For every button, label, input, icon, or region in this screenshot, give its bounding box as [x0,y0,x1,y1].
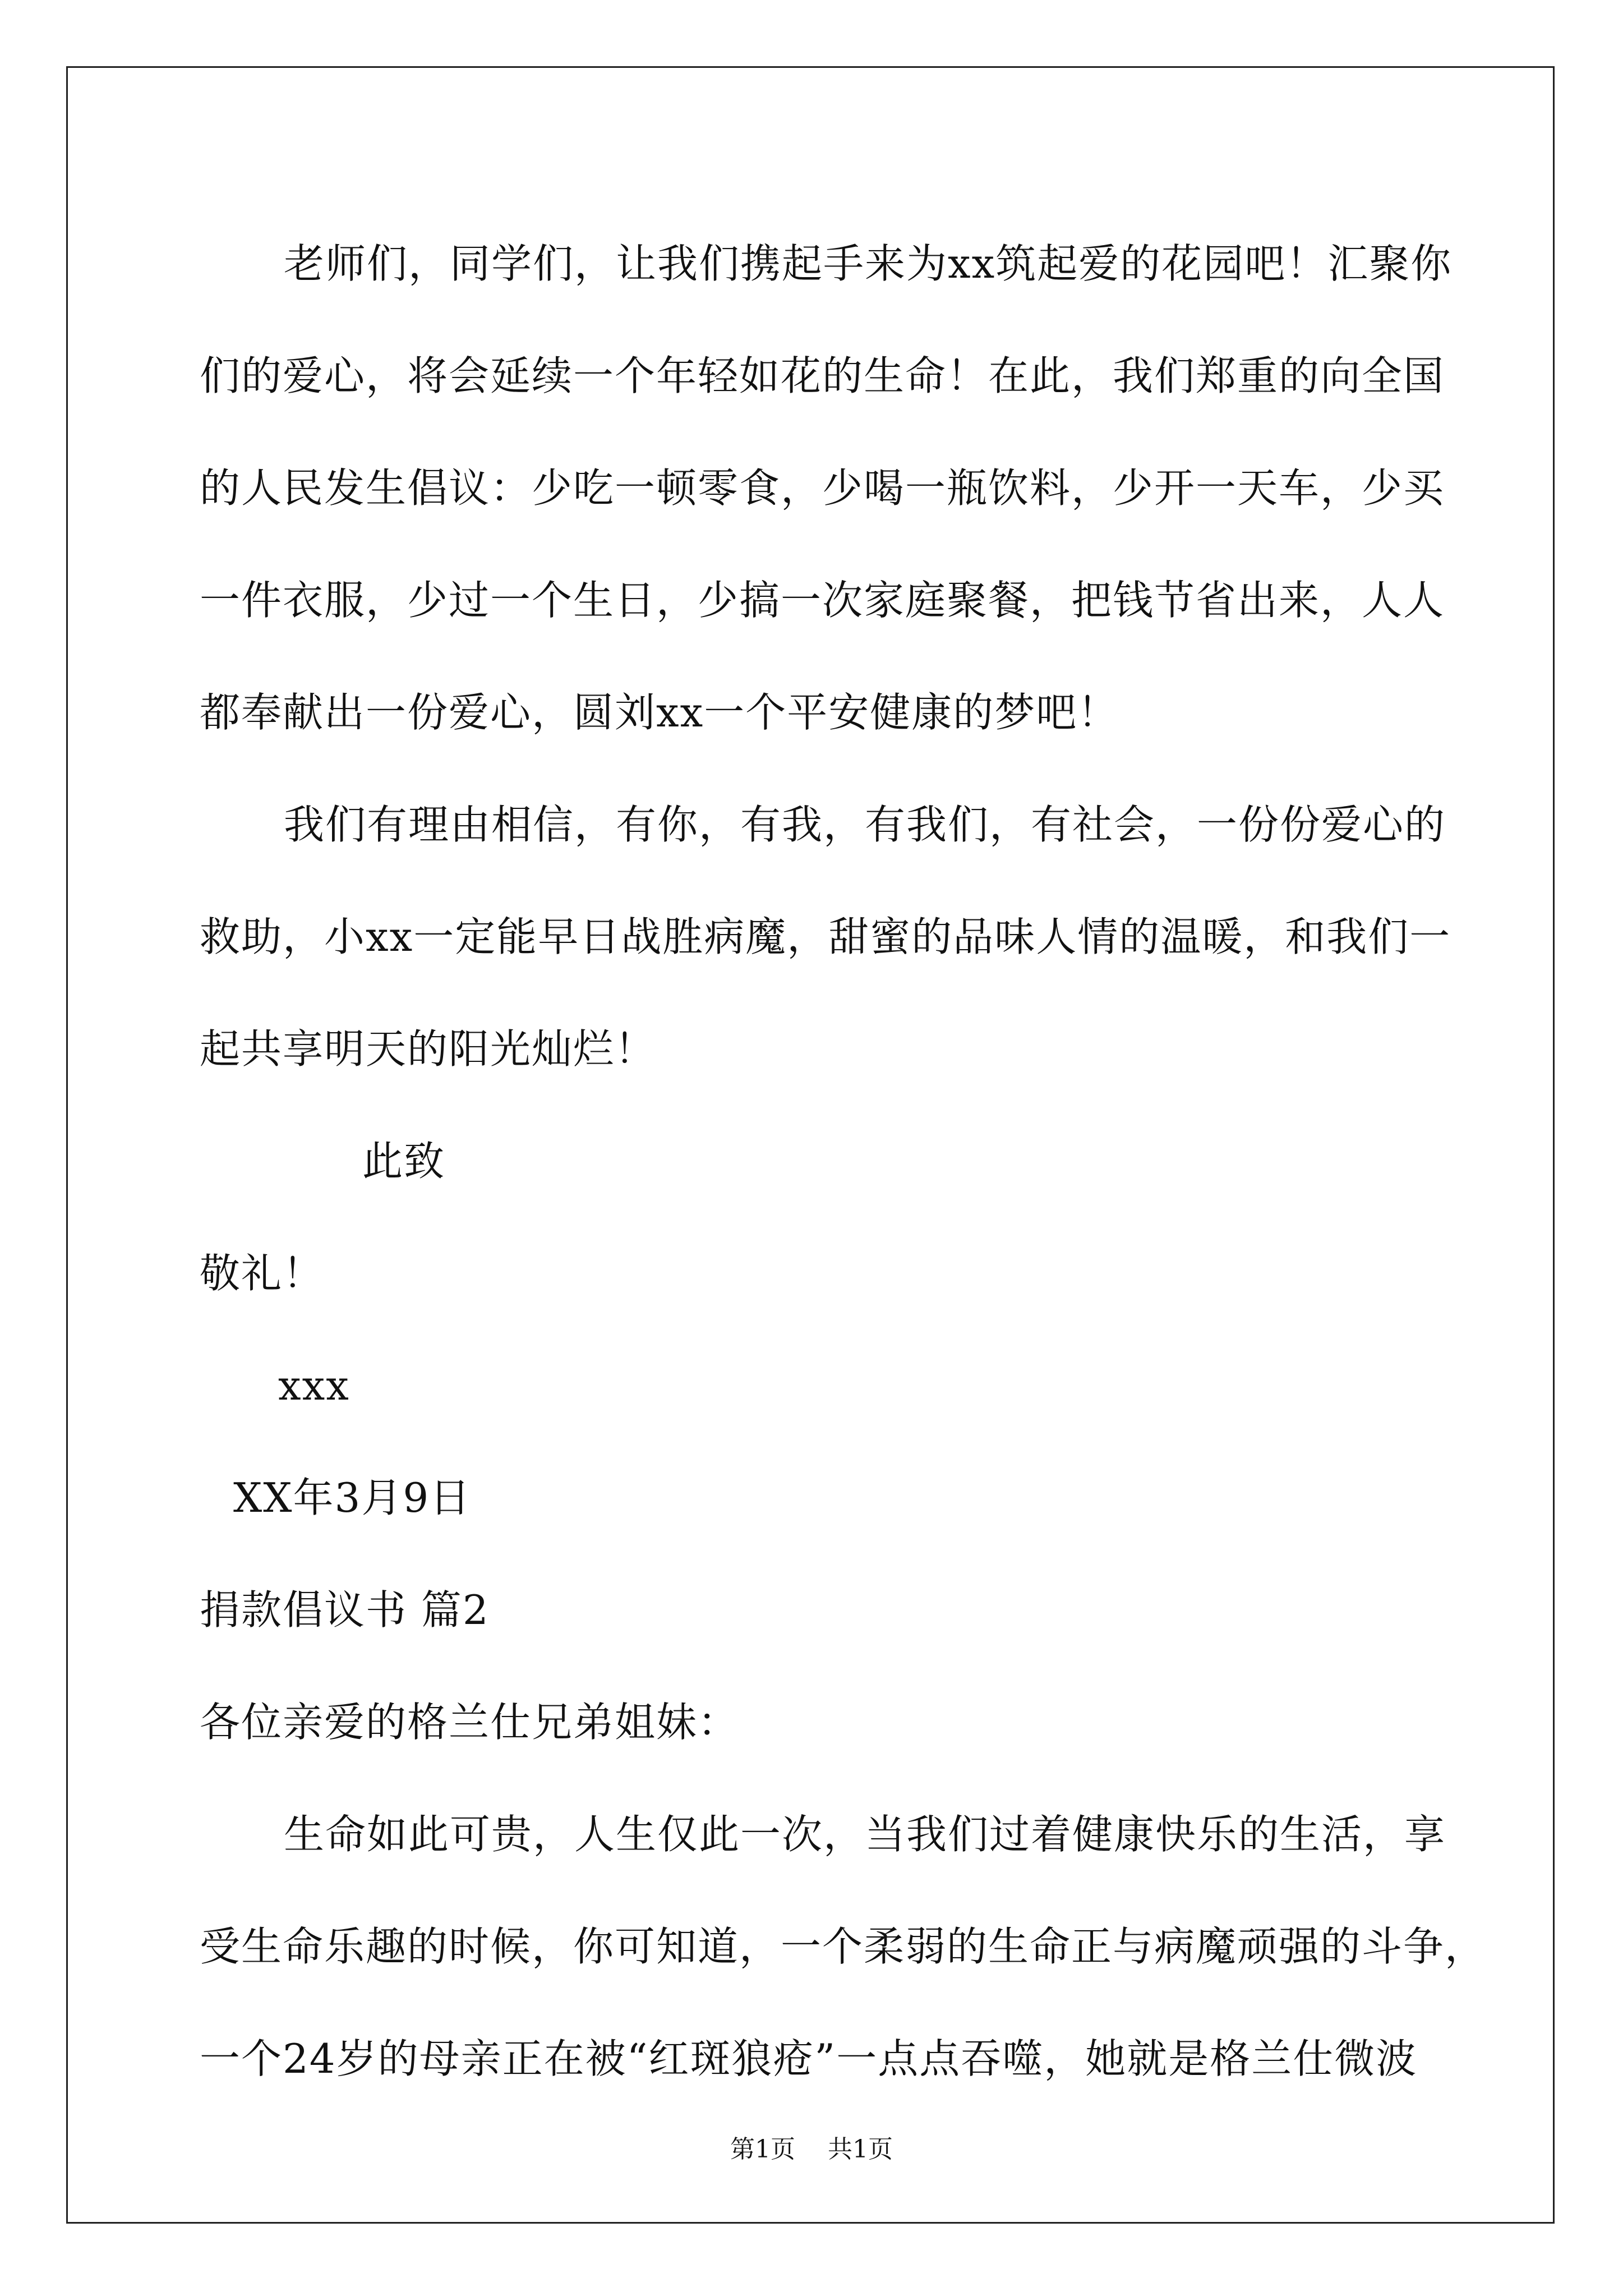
paragraph-line: 一个24岁的母亲正在被“红斑狼疮”一点点吞噬，她就是格兰仕微波 [200,2035,1418,2082]
closing-regards: 敬礼！ [200,1250,325,1297]
signature: xxx [278,1362,350,1409]
paragraph-line: 一件衣服，少过一个生日，少搞一次家庭聚餐，把钱节省出来，人人 [200,577,1445,624]
greeting: 各位亲爱的格兰仕兄弟姐妹： [200,1699,740,1746]
paragraph-line: 我们有理由相信，有你，有我，有我们，有社会，一份份爱心的 [284,801,1446,848]
document-body [200,208,1487,2115]
page-total: 共1页 [828,2135,893,2164]
page-footer [0,2129,1623,2165]
section-heading: 捐款倡议书 篇2 [200,1586,490,1634]
paragraph-line: 生命如此可贵，人生仅此一次，当我们过着健康快乐的生活，享 [284,1811,1446,1858]
paragraph-line: 都奉献出一份爱心，圆刘xx一个平安健康的梦吧！ [200,689,1119,736]
paragraph-line: 们的爱心，将会延续一个年轻如花的生命！在此，我们郑重的向全国 [200,352,1445,399]
page-number: 第1页 [730,2135,795,2164]
paragraph-line: 老师们，同学们，让我们携起手来为xx筑起爱的花园吧！汇聚你 [284,240,1453,287]
paragraph-line: 救助，小xx一定能早日战胜病魔，甜蜜的品味人情的温暖，和我们一 [200,913,1451,960]
date: XX年3月9日 [233,1474,472,1521]
paragraph-line: 的人民发生倡议：少吃一顿零食，少喝一瓶饮料，少开一天车，少买 [200,464,1445,512]
paragraph-line: 受生命乐趣的时候，你可知道，一个柔弱的生命正与病魔顽强的斗争， [200,1923,1487,1970]
closing-salutation: 此致 [362,1138,446,1185]
paragraph-line: 起共享明天的阳光灿烂！ [200,1025,657,1073]
